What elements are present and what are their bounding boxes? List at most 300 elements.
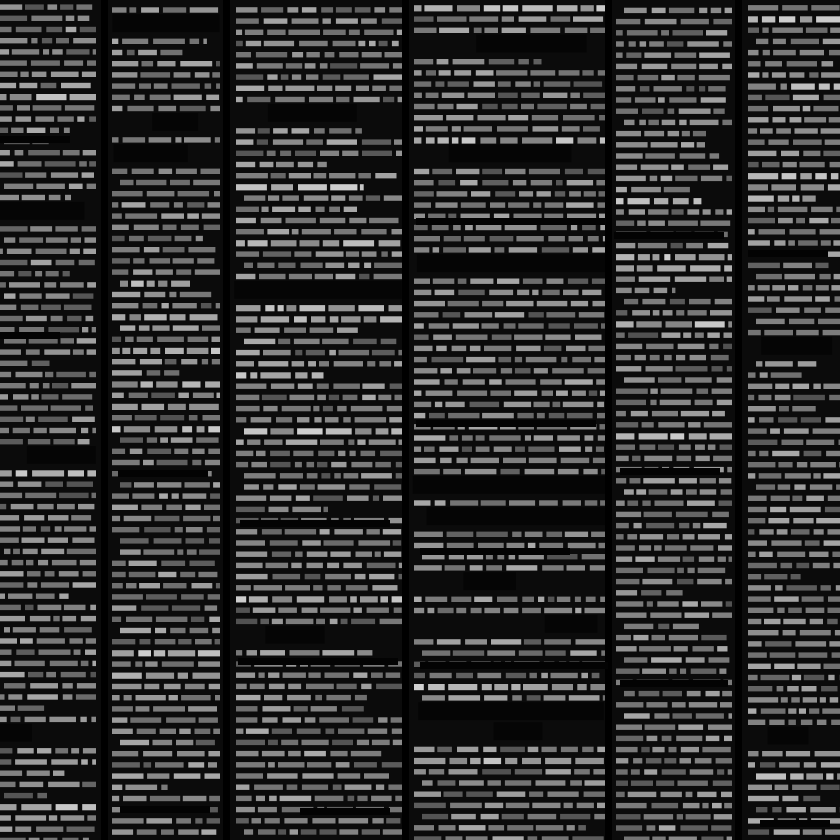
- text-line-word: [593, 301, 607, 306]
- text-line-word: [396, 473, 402, 478]
- text-line-word: [21, 405, 48, 410]
- text-line-word: [250, 372, 257, 378]
- text-line-word: [783, 162, 797, 167]
- text-line-word: [414, 458, 436, 463]
- text-line-word: [809, 708, 819, 713]
- text-line-word: [278, 305, 284, 311]
- text-line-word: [63, 150, 80, 155]
- text-line-word: [748, 384, 772, 389]
- text-line-word: [86, 316, 94, 321]
- text-line-word: [26, 417, 35, 422]
- text-line-word: [791, 697, 800, 702]
- text-line-word: [824, 95, 840, 100]
- text-line-word: [723, 41, 732, 46]
- text-line-word: [41, 305, 61, 310]
- text-line-word: [263, 406, 277, 411]
- text-line-word: [682, 601, 698, 606]
- text-line-word: [205, 381, 220, 387]
- text-line-word: [565, 28, 588, 33]
- text-line-word: [703, 209, 711, 214]
- text-line-word: [639, 545, 651, 550]
- text-line-word: [505, 169, 526, 174]
- text-line-word: [651, 657, 682, 662]
- text-line-word: [685, 377, 712, 382]
- text-line-word: [776, 128, 791, 133]
- text-line-word: [329, 350, 336, 355]
- text-line-word: [529, 458, 557, 463]
- text-line-word: [362, 829, 380, 834]
- text-line-word: [246, 41, 261, 46]
- text-line-word: [700, 478, 716, 483]
- text-line-word: [456, 335, 488, 340]
- text-line-word: [704, 422, 732, 427]
- text-line-word: [748, 162, 759, 167]
- text-line-word: [748, 708, 756, 713]
- text-line-word: [286, 63, 302, 68]
- text-line-word: [90, 526, 97, 531]
- text-line-word: [182, 426, 192, 432]
- text-line-word: [262, 207, 269, 212]
- text-line-word: [457, 458, 468, 463]
- text-line-word: [267, 773, 298, 778]
- text-line-word: [272, 207, 295, 212]
- text-line-word: [341, 316, 361, 322]
- text-line-word: [394, 361, 402, 366]
- text-line-word: [670, 299, 685, 304]
- text-line-word: [806, 496, 824, 501]
- text-line-word: [823, 330, 840, 335]
- text-line-word: [748, 84, 776, 90]
- text-line-word: [470, 402, 500, 407]
- text-line-word: [236, 818, 249, 823]
- text-line-word: [82, 172, 94, 177]
- text-line-word: [831, 173, 839, 179]
- text-line-word: [355, 7, 371, 12]
- text-line-word: [379, 361, 391, 366]
- text-line-word: [150, 796, 180, 801]
- text-line-word: [534, 368, 548, 373]
- text-line-word: [828, 608, 840, 613]
- text-line-word: [376, 785, 384, 790]
- text-line-word: [541, 673, 548, 678]
- text-line-word: [813, 106, 838, 111]
- text-line-word: [699, 75, 730, 80]
- text-line-word: [773, 106, 800, 111]
- text-line-word: [517, 290, 529, 295]
- text-line-word: [236, 63, 253, 68]
- text-line-word: [471, 608, 482, 613]
- text-line-word: [178, 639, 191, 644]
- text-line-word: [768, 207, 774, 212]
- text-line-word: [155, 639, 176, 644]
- text-line-word: [125, 213, 157, 218]
- text-line-word: [476, 532, 508, 537]
- text-line-word: [361, 229, 386, 234]
- text-line-word: [646, 523, 674, 528]
- text-line-word: [355, 695, 367, 700]
- text-line-word: [344, 74, 369, 79]
- text-line-word: [772, 807, 781, 812]
- text-line-word: [282, 406, 311, 411]
- text-line-word: [278, 484, 296, 489]
- text-line-word: [442, 93, 465, 98]
- text-line-word: [570, 93, 580, 98]
- text-line-word: [552, 684, 573, 690]
- text-line-word: [795, 641, 826, 646]
- text-line-word: [156, 269, 173, 274]
- text-line-word: [748, 496, 767, 501]
- text-line-word: [542, 565, 563, 570]
- text-line-word: [830, 697, 839, 702]
- text-line-word: [87, 815, 96, 820]
- text-line-word: [15, 661, 45, 666]
- text-line-word: [414, 758, 445, 764]
- text-line-word: [771, 540, 801, 545]
- text-line-word: [677, 568, 684, 573]
- text-line-word: [487, 650, 515, 655]
- text-line-word: [537, 413, 545, 418]
- text-line-word: [616, 501, 625, 506]
- text-line-word: [267, 30, 285, 35]
- text-line-word: [534, 402, 550, 407]
- text-line-word: [748, 762, 755, 767]
- text-line-word: [748, 507, 767, 512]
- text-line-word: [0, 172, 23, 177]
- text-line-word: [236, 529, 257, 534]
- text-line-word: [783, 263, 812, 268]
- text-line-word: [321, 7, 333, 12]
- text-line-word: [498, 357, 511, 362]
- text-line-word: [207, 527, 220, 532]
- text-line-word: [263, 251, 291, 256]
- text-line-word: [307, 462, 315, 467]
- text-line-word: [748, 117, 769, 122]
- text-line-word: [509, 247, 537, 252]
- text-line-word: [683, 557, 695, 562]
- text-line-word: [690, 545, 713, 550]
- text-line-word: [112, 359, 135, 364]
- text-line-word: [323, 18, 331, 23]
- separator-bar: [416, 420, 596, 427]
- text-line-word: [309, 97, 333, 102]
- text-line-word: [112, 370, 142, 375]
- text-line-word: [793, 395, 825, 400]
- text-line-word: [616, 422, 638, 427]
- text-line-word: [478, 543, 504, 548]
- text-line-word: [27, 582, 37, 587]
- text-line-word: [829, 117, 840, 122]
- text-line-word: [268, 195, 279, 200]
- text-line-word: [320, 151, 339, 156]
- text-line-word: [616, 613, 647, 618]
- text-line-word: [616, 153, 643, 158]
- text-line-word: [152, 325, 169, 330]
- text-line-word: [31, 16, 62, 21]
- text-line-word: [64, 605, 86, 610]
- text-line-word: [465, 225, 473, 230]
- text-line-word: [534, 59, 542, 64]
- text-line-word: [567, 180, 593, 185]
- text-line-word: [775, 785, 789, 790]
- text-line-word: [674, 646, 688, 651]
- text-line-word: [759, 229, 786, 234]
- text-line-word: [802, 596, 824, 601]
- text-line-word: [324, 540, 354, 545]
- separator-bar: [0, 332, 60, 339]
- text-line-word: [414, 59, 433, 64]
- text-line-word: [69, 184, 83, 189]
- text-line-word: [19, 83, 37, 88]
- text-line-word: [701, 837, 723, 840]
- text-line-word: [521, 104, 534, 109]
- text-line-word: [281, 74, 289, 79]
- text-line-word: [686, 243, 703, 248]
- text-line-word: [661, 389, 693, 394]
- text-line-word: [31, 394, 39, 399]
- text-line-word: [236, 762, 265, 767]
- text-line-word: [799, 652, 828, 657]
- text-line-word: [112, 572, 126, 577]
- text-line-word: [462, 435, 473, 440]
- text-line-word: [488, 825, 504, 830]
- text-line-word: [259, 673, 265, 678]
- text-line-word: [568, 279, 588, 284]
- text-line-word: [616, 187, 627, 192]
- text-line-word: [141, 505, 162, 510]
- text-line-word: [254, 585, 282, 590]
- separator-bar: [416, 218, 606, 225]
- text-line-word: [286, 440, 318, 445]
- text-line-word: [343, 395, 358, 400]
- text-line-word: [329, 207, 340, 212]
- text-line-word: [796, 218, 805, 223]
- text-line-word: [681, 411, 709, 416]
- text-line-word: [638, 75, 659, 80]
- text-line-word: [292, 74, 301, 79]
- text-line-word: [591, 104, 606, 109]
- text-line-word: [112, 247, 140, 252]
- text-line-word: [681, 19, 709, 24]
- text-line-word: [642, 64, 668, 69]
- text-line-word: [585, 447, 592, 452]
- text-line-word: [546, 312, 575, 317]
- text-line-word: [793, 384, 810, 389]
- text-line-word: [112, 106, 122, 111]
- text-line-word: [748, 16, 758, 22]
- text-line-word: [68, 470, 84, 476]
- text-line-word: [616, 165, 637, 170]
- text-line-word: [112, 785, 122, 790]
- text-line-word: [788, 608, 802, 613]
- text-line-word: [323, 406, 333, 411]
- text-line-word: [374, 74, 403, 79]
- text-line-word: [762, 72, 768, 77]
- text-line-word: [306, 139, 323, 144]
- text-line-word: [691, 669, 717, 674]
- text-line-word: [470, 346, 481, 351]
- text-line-word: [236, 151, 263, 156]
- text-line-word: [519, 650, 543, 655]
- text-line-word: [683, 534, 695, 539]
- text-line-word: [146, 594, 177, 599]
- text-line-word: [667, 41, 683, 46]
- text-line-word: [542, 391, 553, 396]
- text-line-word: [174, 773, 201, 778]
- column-rule: [101, 0, 108, 840]
- text-line-word: [185, 684, 205, 689]
- text-line-word: [465, 639, 487, 644]
- text-line-word: [712, 366, 723, 371]
- text-line-word: [22, 538, 45, 543]
- text-line-word: [136, 706, 150, 711]
- text-line-word: [645, 153, 675, 158]
- text-line-word: [0, 27, 12, 32]
- text-line-word: [380, 596, 388, 602]
- text-line-word: [353, 717, 374, 722]
- text-line-word: [307, 563, 323, 568]
- text-line-word: [112, 137, 119, 142]
- text-line-word: [669, 635, 698, 640]
- text-line-word: [722, 120, 732, 125]
- text-line-word: [616, 769, 628, 774]
- text-line-word: [616, 736, 643, 741]
- text-line-word: [673, 624, 699, 629]
- text-line-word: [765, 95, 789, 100]
- text-line-word: [446, 836, 463, 840]
- text-line-word: [414, 290, 431, 295]
- text-line-word: [112, 796, 119, 801]
- text-line-word: [414, 312, 439, 317]
- text-line-word: [362, 251, 377, 256]
- text-line-word: [721, 489, 732, 494]
- text-line-word: [132, 169, 154, 174]
- text-line-word: [818, 319, 840, 324]
- text-line-word: [192, 583, 213, 588]
- dark-band: [0, 202, 85, 220]
- text-line-word: [286, 305, 296, 311]
- text-line-word: [437, 639, 461, 644]
- text-line-word: [673, 713, 692, 718]
- text-line-word: [463, 379, 485, 384]
- text-line-word: [748, 218, 775, 223]
- text-line-word: [778, 218, 793, 223]
- text-line-word: [153, 39, 185, 44]
- text-line-word: [821, 128, 840, 133]
- text-line-word: [157, 61, 175, 66]
- text-line-word: [185, 482, 210, 487]
- text-line-word: [724, 265, 732, 271]
- text-line-word: [66, 16, 75, 21]
- text-line-word: [70, 249, 80, 254]
- text-line-word: [773, 50, 796, 55]
- text-line-word: [18, 161, 42, 166]
- text-line-word: [456, 169, 479, 174]
- text-line-word: [813, 428, 840, 433]
- text-line-word: [85, 237, 97, 242]
- text-line-word: [748, 563, 777, 568]
- text-line-word: [669, 669, 676, 674]
- text-line-word: [50, 128, 59, 133]
- text-line-word: [288, 684, 301, 689]
- text-line-word: [727, 366, 732, 371]
- text-line-word: [748, 173, 778, 179]
- text-line-word: [36, 827, 63, 832]
- text-line-word: [616, 209, 624, 214]
- text-line-word: [629, 209, 645, 214]
- text-line-word: [124, 426, 150, 432]
- text-line-word: [631, 769, 640, 774]
- text-line-word: [0, 804, 17, 810]
- text-line-word: [0, 439, 23, 444]
- text-line-word: [330, 552, 350, 557]
- text-line-word: [112, 348, 120, 354]
- text-line-word: [289, 173, 311, 178]
- text-line-word: [824, 540, 840, 545]
- text-line-word: [56, 804, 78, 810]
- text-line-word: [236, 585, 251, 590]
- text-line-word: [264, 18, 288, 23]
- text-line-word: [169, 292, 176, 297]
- text-line-word: [561, 747, 578, 752]
- text-line-word: [186, 538, 205, 543]
- text-line-word: [594, 814, 606, 819]
- text-line-word: [592, 247, 606, 252]
- text-line-word: [682, 131, 690, 136]
- text-line-word: [429, 769, 444, 774]
- text-line-word: [72, 417, 95, 422]
- text-line-word: [92, 428, 96, 433]
- text-line-word: [530, 673, 537, 678]
- text-line-word: [329, 173, 355, 178]
- text-line-word: [748, 641, 762, 646]
- text-line-word: [272, 552, 291, 557]
- separator-bar: [120, 806, 210, 813]
- text-line-word: [637, 221, 646, 226]
- text-line-word: [4, 338, 26, 343]
- text-line-word: [336, 97, 349, 102]
- text-line-word: [86, 638, 96, 643]
- text-line-word: [460, 180, 477, 185]
- text-line-word: [593, 769, 606, 774]
- text-line-word: [25, 493, 56, 498]
- text-line-word: [564, 803, 573, 808]
- text-line-word: [574, 323, 598, 328]
- text-line-word: [265, 818, 280, 823]
- text-line-word: [492, 335, 512, 340]
- text-line-word: [38, 605, 62, 610]
- text-line-word: [162, 661, 194, 666]
- text-line-word: [4, 293, 16, 298]
- separator-bar: [238, 658, 398, 665]
- text-line-word: [80, 27, 96, 32]
- text-line-word: [270, 462, 290, 467]
- text-line-word: [810, 484, 832, 489]
- text-line-word: [236, 773, 263, 778]
- text-line-word: [153, 706, 185, 711]
- text-line-word: [626, 53, 641, 58]
- text-line-word: [727, 209, 732, 214]
- text-line-word: [484, 346, 511, 351]
- text-line-word: [190, 314, 218, 320]
- text-line-word: [81, 616, 96, 621]
- text-line-word: [679, 445, 691, 450]
- text-line-word: [727, 837, 732, 840]
- dark-band: [413, 476, 606, 494]
- text-line-word: [133, 348, 147, 354]
- text-line-word: [438, 180, 455, 185]
- text-line-word: [689, 702, 717, 707]
- text-line-word: [324, 507, 329, 512]
